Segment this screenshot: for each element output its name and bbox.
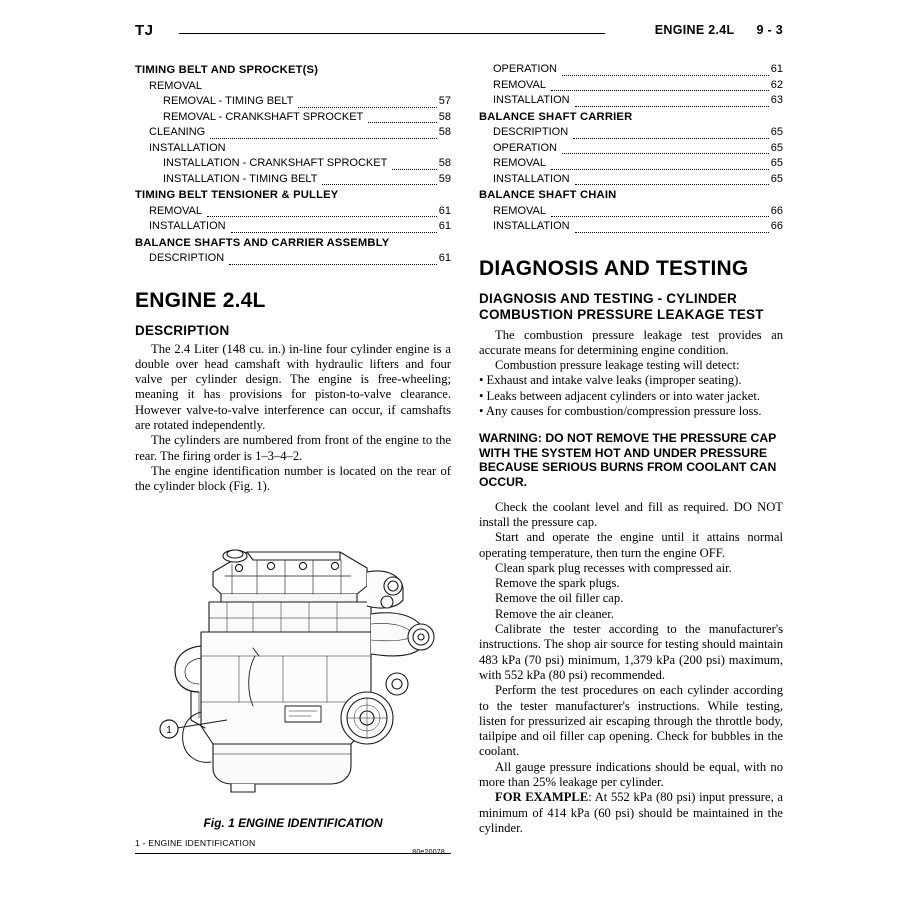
toc-entry-page: 59	[438, 172, 451, 185]
toc-entry-page: 65	[770, 141, 783, 154]
toc-entry-label: DESCRIPTION	[149, 252, 225, 264]
toc-entry-label: REMOVAL	[149, 79, 202, 92]
toc-leader-dots	[322, 178, 436, 185]
toc-leader-dots	[551, 210, 769, 217]
header-title: ENGINE 2.4L	[654, 23, 735, 37]
procedure-step-9: All gauge pressure indications should be equal, with no more than 25% leakage per cylinder.	[479, 759, 783, 789]
toc-entry-page: 62	[770, 78, 783, 91]
toc-entry-page: 58	[438, 126, 451, 138]
toc-entry-label: INSTALLATION - TIMING BELT	[163, 172, 318, 185]
toc-leader-dots	[551, 84, 769, 91]
toc-leader-dots	[298, 101, 436, 108]
toc-leader-dots	[575, 226, 769, 233]
header-rule	[179, 33, 605, 34]
figure-caption: Fig. 1 ENGINE IDENTIFICATION	[203, 816, 383, 831]
toc-entry-page: 58	[438, 157, 451, 169]
toc-entry[interactable]	[479, 78, 783, 94]
toc-entry-page: 66	[770, 220, 783, 232]
warning-text: WARNING: DO NOT REMOVE THE PRESSURE CAP WITH THE SYSTEM HOT AND UNDER PRESSURE BECAUSE SERIOUS BURNS FROM COOLANT CAN OCCUR.	[479, 431, 777, 490]
toc-entry-label: CLEANING	[149, 126, 206, 138]
toc-entry-label: TIMING BELT TENSIONER & PULLEY	[135, 189, 339, 201]
toc-entry-label: BALANCE SHAFT CHAIN	[479, 189, 617, 201]
procedure-step-4: Remove the spark plugs.	[495, 576, 620, 591]
toc-entry-page: 66	[770, 204, 783, 217]
toc-entry-label: REMOVAL	[149, 204, 202, 217]
toc-leader-dots	[573, 132, 769, 139]
toc-entry-page: 61	[770, 63, 783, 75]
toc-entry[interactable]	[135, 110, 451, 126]
toc-entry[interactable]	[479, 110, 783, 126]
procedure-step-5: Remove the oil filler cap.	[495, 591, 624, 606]
toc-entry-page: 57	[438, 95, 451, 107]
description-paragraph-1: The 2.4 Liter (148 cu. in.) in-line four cylinder engine is a double over head camshaft with hydraulic lifters and four valve per cylinder design. The engine is free-wheeling; meaning it has provisions for piston-to-valve clearance. However valve-to-valve interference can occur, if camshafts are rotated independently.	[135, 341, 451, 432]
toc-leader-dots	[368, 116, 436, 123]
heading-cylinder-leakage-test: DIAGNOSIS AND TESTING - CYLINDER COMBUSTION PRESSURE LEAKAGE TEST	[479, 290, 764, 322]
toc-entry-label: REMOVAL	[493, 78, 546, 91]
procedure-step-3: Clean spark plug recesses with compressed air.	[495, 560, 732, 575]
toc-entry-label: REMOVAL	[493, 204, 546, 217]
toc-entry-label: INSTALLATION - CRANKSHAFT SPROCKET	[163, 157, 388, 169]
diagnosis-bullet-2: • Leaks between adjacent cylinders or into water jacket.	[479, 388, 760, 403]
toc-entry[interactable]	[479, 62, 783, 78]
toc-entry-page: 65	[770, 172, 783, 185]
engine-illustration	[135, 506, 451, 806]
diagnosis-paragraph-2: Combustion pressure leakage testing will detect:	[495, 358, 740, 373]
toc-entry-page: 61	[438, 252, 451, 264]
figure-callout-1: 1	[166, 725, 172, 737]
figure-rule	[135, 853, 451, 854]
figure-code: 80e20078	[412, 849, 445, 857]
toc-entry[interactable]	[135, 251, 451, 267]
toc-left	[135, 63, 451, 267]
toc-entry-page: 65	[770, 126, 783, 138]
toc-entry[interactable]	[135, 63, 451, 79]
toc-entry[interactable]	[135, 172, 451, 188]
toc-leader-dots	[562, 147, 769, 154]
toc-entry-label: BALANCE SHAFTS AND CARRIER ASSEMBLY	[135, 236, 390, 249]
description-paragraph-3: The engine identification number is located on the rear of the cylinder block (Fig. 1).	[135, 463, 451, 494]
toc-entry[interactable]	[135, 204, 451, 220]
toc-leader-dots	[575, 100, 769, 107]
example-paragraph	[479, 790, 783, 836]
toc-leader-dots	[231, 226, 437, 233]
toc-entry[interactable]	[135, 125, 451, 141]
toc-leader-dots	[551, 163, 769, 170]
right-column	[479, 62, 783, 854]
toc-entry[interactable]	[479, 204, 783, 220]
toc-entry-label: INSTALLATION	[493, 94, 570, 106]
toc-entry-page: 61	[438, 204, 451, 217]
toc-entry[interactable]	[479, 141, 783, 157]
figure-legend: 1 - ENGINE IDENTIFICATION	[135, 838, 256, 849]
toc-entry-page: 61	[438, 220, 451, 232]
example-label: FOR EXAMPLE	[495, 790, 589, 805]
toc-entry-label: BALANCE SHAFT CARRIER	[479, 110, 633, 123]
left-column	[135, 62, 451, 857]
heading-diagnosis-and-testing: DIAGNOSIS AND TESTING	[479, 256, 749, 280]
toc-entry[interactable]	[135, 188, 451, 204]
toc-leader-dots	[229, 258, 437, 265]
page-header	[135, 22, 783, 48]
two-column-body	[135, 62, 783, 857]
toc-entry-page: 63	[770, 94, 783, 106]
heading-description: DESCRIPTION	[135, 322, 230, 338]
toc-leader-dots	[392, 163, 436, 170]
toc-entry[interactable]	[479, 172, 783, 188]
procedure-step-8: Perform the test procedures on each cylinder according to the tester manufacturer's instructions. While testing, listen for pressurized air escaping through the throttle body, tailpipe and oil filler cap opening. Check for bubbles in the coolant.	[479, 683, 783, 759]
toc-entry[interactable]	[479, 125, 783, 141]
procedure-step-1: Check the coolant level and fill as required. DO NOT install the pressure cap.	[479, 499, 783, 529]
toc-leader-dots	[575, 178, 769, 185]
toc-entry[interactable]	[479, 93, 783, 109]
toc-entry[interactable]	[135, 219, 451, 235]
toc-entry-label: INSTALLATION	[493, 220, 570, 232]
page-number: 9 - 3	[756, 23, 783, 37]
toc-entry-label: REMOVAL	[493, 157, 546, 169]
procedure-step-2: Start and operate the engine until it attains normal operating temperature, then turn the engine OFF.	[479, 530, 783, 560]
toc-entry[interactable]	[135, 79, 451, 95]
toc-entry-label: INSTALLATION	[149, 220, 226, 232]
toc-entry-label: REMOVAL - TIMING BELT	[163, 95, 294, 107]
toc-entry-label: REMOVAL - CRANKSHAFT SPROCKET	[163, 110, 364, 123]
toc-entry[interactable]	[135, 156, 451, 172]
diagnosis-bullet-3: • Any causes for combustion/compression pressure loss.	[479, 403, 762, 418]
toc-entry[interactable]	[135, 141, 451, 157]
diagnosis-paragraph-1: The combustion pressure leakage test provides an accurate means for determining engine condition.	[479, 327, 783, 357]
figure-engine-identification	[135, 506, 451, 857]
toc-entry-page: 65	[770, 157, 783, 169]
diagnosis-bullet-1: • Exhaust and intake valve leaks (improper seating).	[479, 373, 742, 388]
toc-entry-label: OPERATION	[493, 63, 557, 75]
toc-entry-label: INSTALLATION	[149, 141, 226, 154]
toc-entry[interactable]	[479, 188, 783, 204]
toc-entry-label: OPERATION	[493, 141, 557, 154]
toc-entry[interactable]	[135, 94, 451, 110]
toc-leader-dots	[210, 132, 437, 139]
procedure-step-6: Remove the air cleaner.	[495, 606, 614, 621]
toc-entry-page: 58	[438, 110, 451, 123]
toc-right	[479, 62, 783, 235]
header-right	[655, 23, 783, 37]
toc-leader-dots	[562, 69, 769, 76]
description-paragraph-2: The cylinders are numbered from front of the engine to the rear. The firing order is 1–3–4–2.	[135, 433, 451, 463]
toc-entry[interactable]	[135, 236, 451, 252]
toc-leader-dots	[207, 210, 437, 217]
header-left-label: TJ	[135, 22, 154, 39]
toc-entry[interactable]	[479, 156, 783, 172]
toc-entry-label: DESCRIPTION	[493, 126, 569, 138]
example-text: : At 552 kPa (80 psi) input pressure, a minimum of 414 kPa (60 psi) should be maintained in the cylinder.	[479, 790, 783, 835]
procedure-step-7: Calibrate the tester according to the manufacturer's instructions. The shop air source for testing should maintain 483 kPa (70 psi) minimum, 1,379 kPa (200 psi) maximum, with 552 kPa (80 psi) recommended.	[479, 622, 783, 682]
toc-entry-label: INSTALLATION	[493, 172, 570, 185]
toc-entry-label: TIMING BELT AND SPROCKET(S)	[135, 64, 319, 76]
toc-entry[interactable]	[479, 219, 783, 235]
page-title: ENGINE 2.4L	[135, 288, 266, 312]
